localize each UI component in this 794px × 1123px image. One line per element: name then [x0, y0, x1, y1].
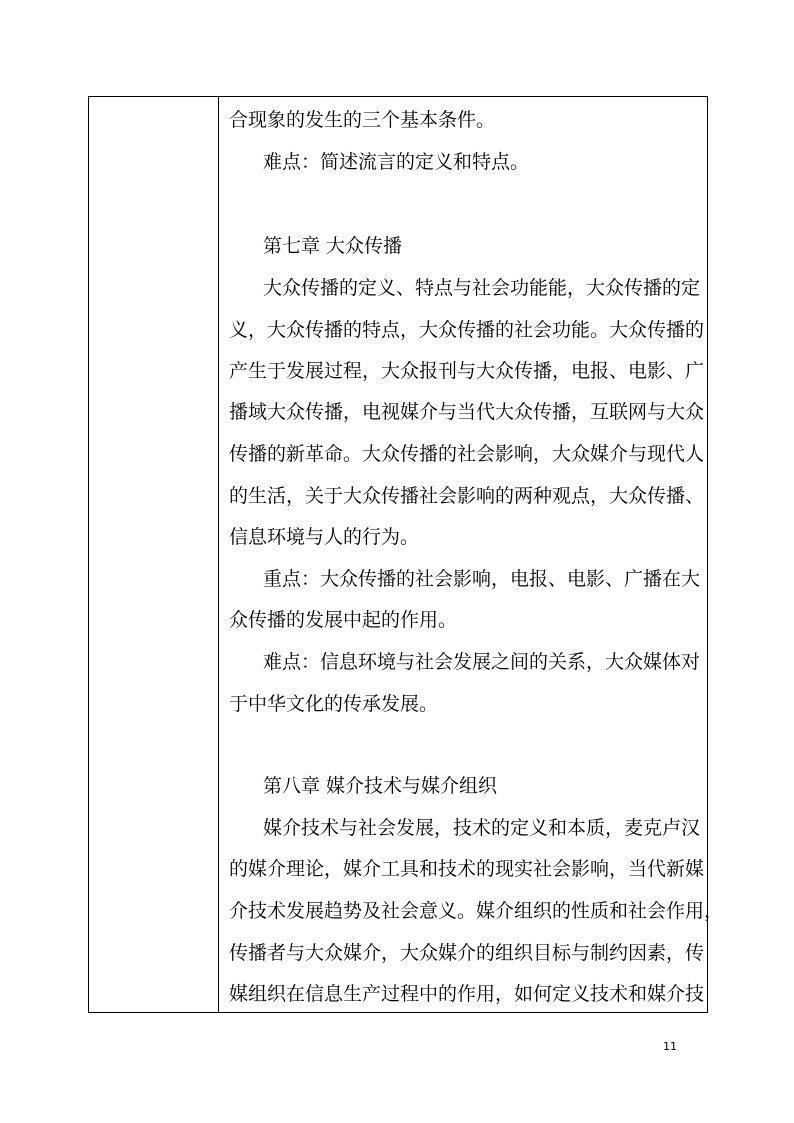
text-line: 产生于发展过程，大众报刊与大众传播，电报、电影、广	[229, 360, 705, 382]
text-line: 合现象的发生的三个基本条件。	[229, 109, 496, 131]
text-line: 介技术发展趋势及社会意义。媒介组织的性质和社会作用，	[229, 900, 724, 922]
right-column-cell	[219, 97, 724, 1012]
text-line: 播域大众传播，电视媒介与当代大众传播，互联网与大众	[229, 401, 705, 423]
text-line: 传播的新革命。大众传播的社会影响，大众媒介与现代人	[229, 443, 705, 465]
text-line: 的媒介理论，媒介工具和技术的现实社会影响，当代新媒	[229, 858, 705, 880]
content-table	[88, 96, 724, 1013]
left-column-cell	[89, 97, 219, 1012]
text-line: 信息环境与人的行为。	[229, 526, 420, 548]
text-line: 的生活，关于大众传播社会影响的两种观点，大众传播、	[229, 485, 705, 507]
key-points-line: 重点：大众传播的社会影响，电报、电影、广播在大	[263, 568, 701, 590]
text-line: 义，大众传播的特点，大众传播的社会功能。大众传播的	[229, 319, 705, 341]
text-line: 媒介技术与社会发展，技术的定义和本质，麦克卢汉	[263, 817, 701, 839]
chapter-7-heading: 第七章 大众传播	[263, 235, 403, 257]
difficulty-line: 难点：简述流言的定义和特点。	[263, 151, 530, 173]
text-line: 众传播的发展中起的作用。	[229, 609, 458, 631]
text-line: 大众传播的定义、特点与社会功能能，大众传播的定	[263, 277, 701, 299]
text-line: 于中华文化的传承发展。	[229, 693, 439, 715]
page-number: 11	[663, 1040, 677, 1053]
difficulty-line: 难点：信息环境与社会发展之间的关系，大众媒体对	[263, 651, 701, 673]
chapter-8-heading: 第八章 媒介技术与媒介组织	[263, 775, 498, 797]
text-line: 传播者与大众媒介，大众媒介的组织目标与制约因素，传	[229, 942, 705, 964]
text-line: 媒组织在信息生产过程中的作用，如何定义技术和媒介技	[229, 983, 705, 1005]
